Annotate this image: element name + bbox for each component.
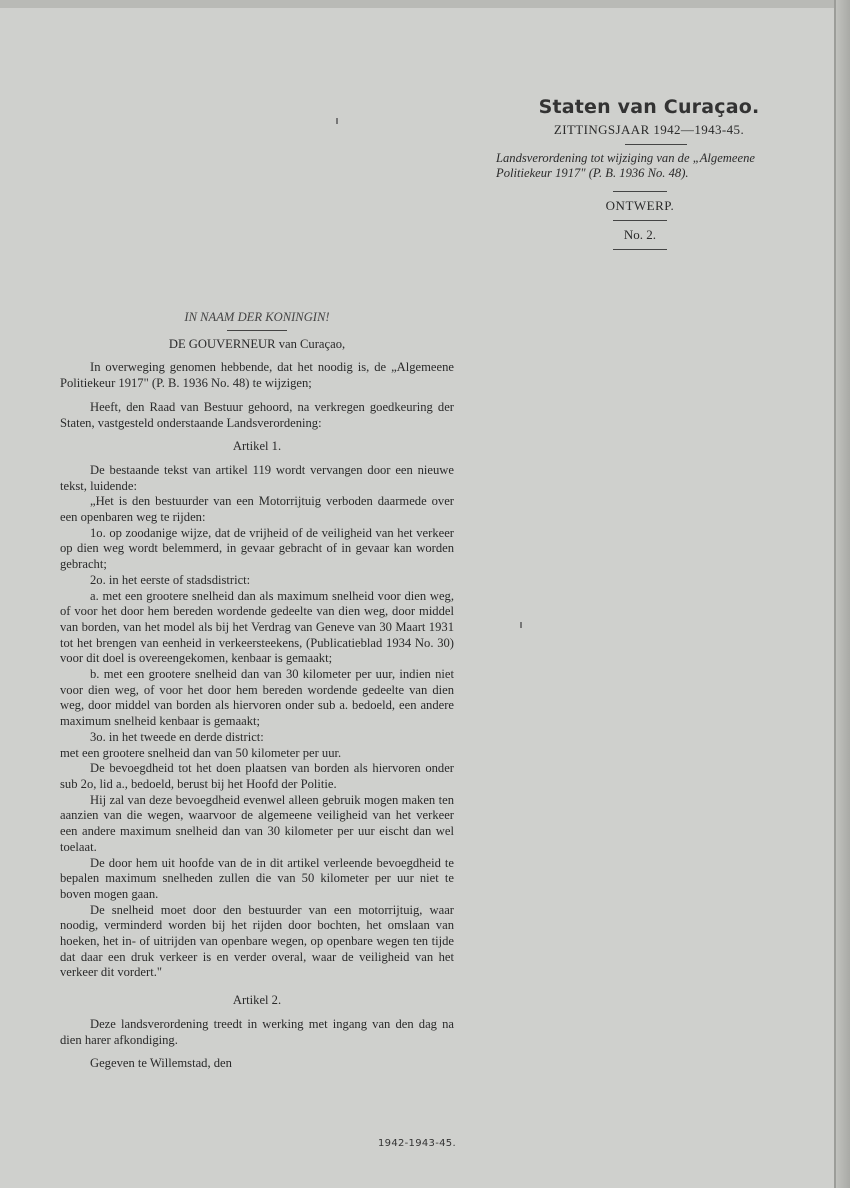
- divider: [625, 144, 687, 145]
- article-paragraph: Deze landsverordening treedt in werking met ingang van den dag na dien harer afkondiging.: [60, 1016, 454, 1047]
- draft-label: ONTWERP.: [605, 198, 675, 213]
- governor-line: DE GOUVERNEUR van Curaçao,: [168, 336, 346, 351]
- divider: [613, 220, 667, 221]
- document-subject: Landsverordening tot wijziging van de „Algemeene Politiekeur 1917" (P. B. 1936 No. 48).: [496, 151, 755, 180]
- page-right-edge: [834, 0, 850, 1188]
- article-paragraph: 1o. op zoodanige wijze, dat de vrijheid of de veiligheid van het verkeer op dien weg wordt belemmerd, in gevaar gebracht of in gevaar kan worden gebracht;: [60, 525, 454, 572]
- ordinance-body: [60, 310, 454, 1072]
- page-top-edge: [0, 0, 850, 8]
- draft-number: No. 2.: [623, 227, 657, 242]
- article-paragraph: De door hem uit hoofde van de in dit artikel verleende bevoegdheid te bepalen maximum snelheden zullen die van 50 kilometer per uur niet te boven mogen gaan.: [60, 855, 454, 901]
- ink-mark: [336, 118, 338, 124]
- preamble-paragraph: In overweging genomen hebbende, dat het noodig is, de „Algemeene Politiekeur 1917" (P. B. 1936 No. 48) te wijzigen;: [60, 360, 454, 391]
- preamble-paragraph: Heeft, den Raad van Bestuur gehoord, na verkregen goedkeuring der Staten, vastgesteld onderstaande Landsverordening:: [60, 399, 454, 430]
- article-paragraph: De bevoegdheid tot het doen plaatsen van borden als hiervoren onder sub 2o, lid a., bedoeld, berust bij het Hoofd der Politie.: [60, 761, 454, 791]
- ink-mark: [520, 622, 522, 628]
- article-paragraph: b. met een grootere snelheid dan van 30 kilometer per uur, indien niet voor dien weg, of voor het door hem bereden wordende gedeelte van dien weg, door middel van borden als hiervoren onder sub a. bedoeld, een andere maximum snelheid kenbaar is gemaakt;: [60, 667, 454, 729]
- article-heading: Artikel 1.: [232, 439, 282, 454]
- document-title: Staten van Curaçao.: [538, 96, 760, 118]
- given-at-line: Gegeven te Willemstad, den: [90, 1056, 232, 1071]
- divider: [613, 191, 667, 192]
- article-paragraph: 3o. in het tweede en derde district:: [90, 729, 264, 744]
- invocation: IN NAAM DER KONINGIN!: [184, 310, 330, 324]
- article-paragraph: De bestaande tekst van artikel 119 wordt vervangen door een nieuwe tekst, luidende:: [60, 462, 454, 493]
- page-right-fold: [834, 0, 836, 1188]
- session-year: ZITTINGSJAAR 1942—1943-45.: [553, 122, 745, 137]
- article-paragraph: Hij zal van deze bevoegdheid evenwel alleen gebruik mogen maken ten aanzien van die wegen, waarvoor de algemeene veiligheid van het verkeer een andere maximum snelheid dan van 30 kilometer per uur eischt dan wel toelaat.: [60, 792, 454, 854]
- article-paragraph: a. met een grootere snelheid dan als maximum snelheid voor dien weg, of voor het door hem bereden wordende gedeelte van dien weg, door middel van borden, van het model als bij het Verdrag van Geneve van 30 Maart 1931 tot het brengen van eenheid in verkeersteekens, (Publicatieblad 1934 No. 30) voor dit doel is overeengekomen, kenbaar is gemaakt;: [60, 588, 454, 666]
- footer-stamp: 1942-1943-45.: [378, 1138, 456, 1149]
- article-paragraph: De snelheid moet door den bestuurder van een motorrijtuig, waar noodig, verminderd worden bij het rijden door bochten, het omslaan van hoeken, het in- of uitrijden van openbare wegen, op openbare wegen ten tijde dat daar een druk verkeer is en verder overal, waar de veiligheid van het verkeer dit vordert.": [60, 902, 454, 980]
- article-paragraph: 2o. in het eerste of stadsdistrict:: [90, 572, 251, 587]
- article-paragraph: met een grootere snelheid dan van 50 kilometer per uur.: [60, 745, 342, 760]
- article-heading: Artikel 2.: [232, 993, 282, 1008]
- document-header: [490, 96, 790, 256]
- divider: [227, 330, 287, 331]
- article-paragraph: „Het is den bestuurder van een Motorrijtuig verboden daarmede over een openbaren weg te rijden:: [60, 494, 454, 525]
- divider: [613, 249, 667, 250]
